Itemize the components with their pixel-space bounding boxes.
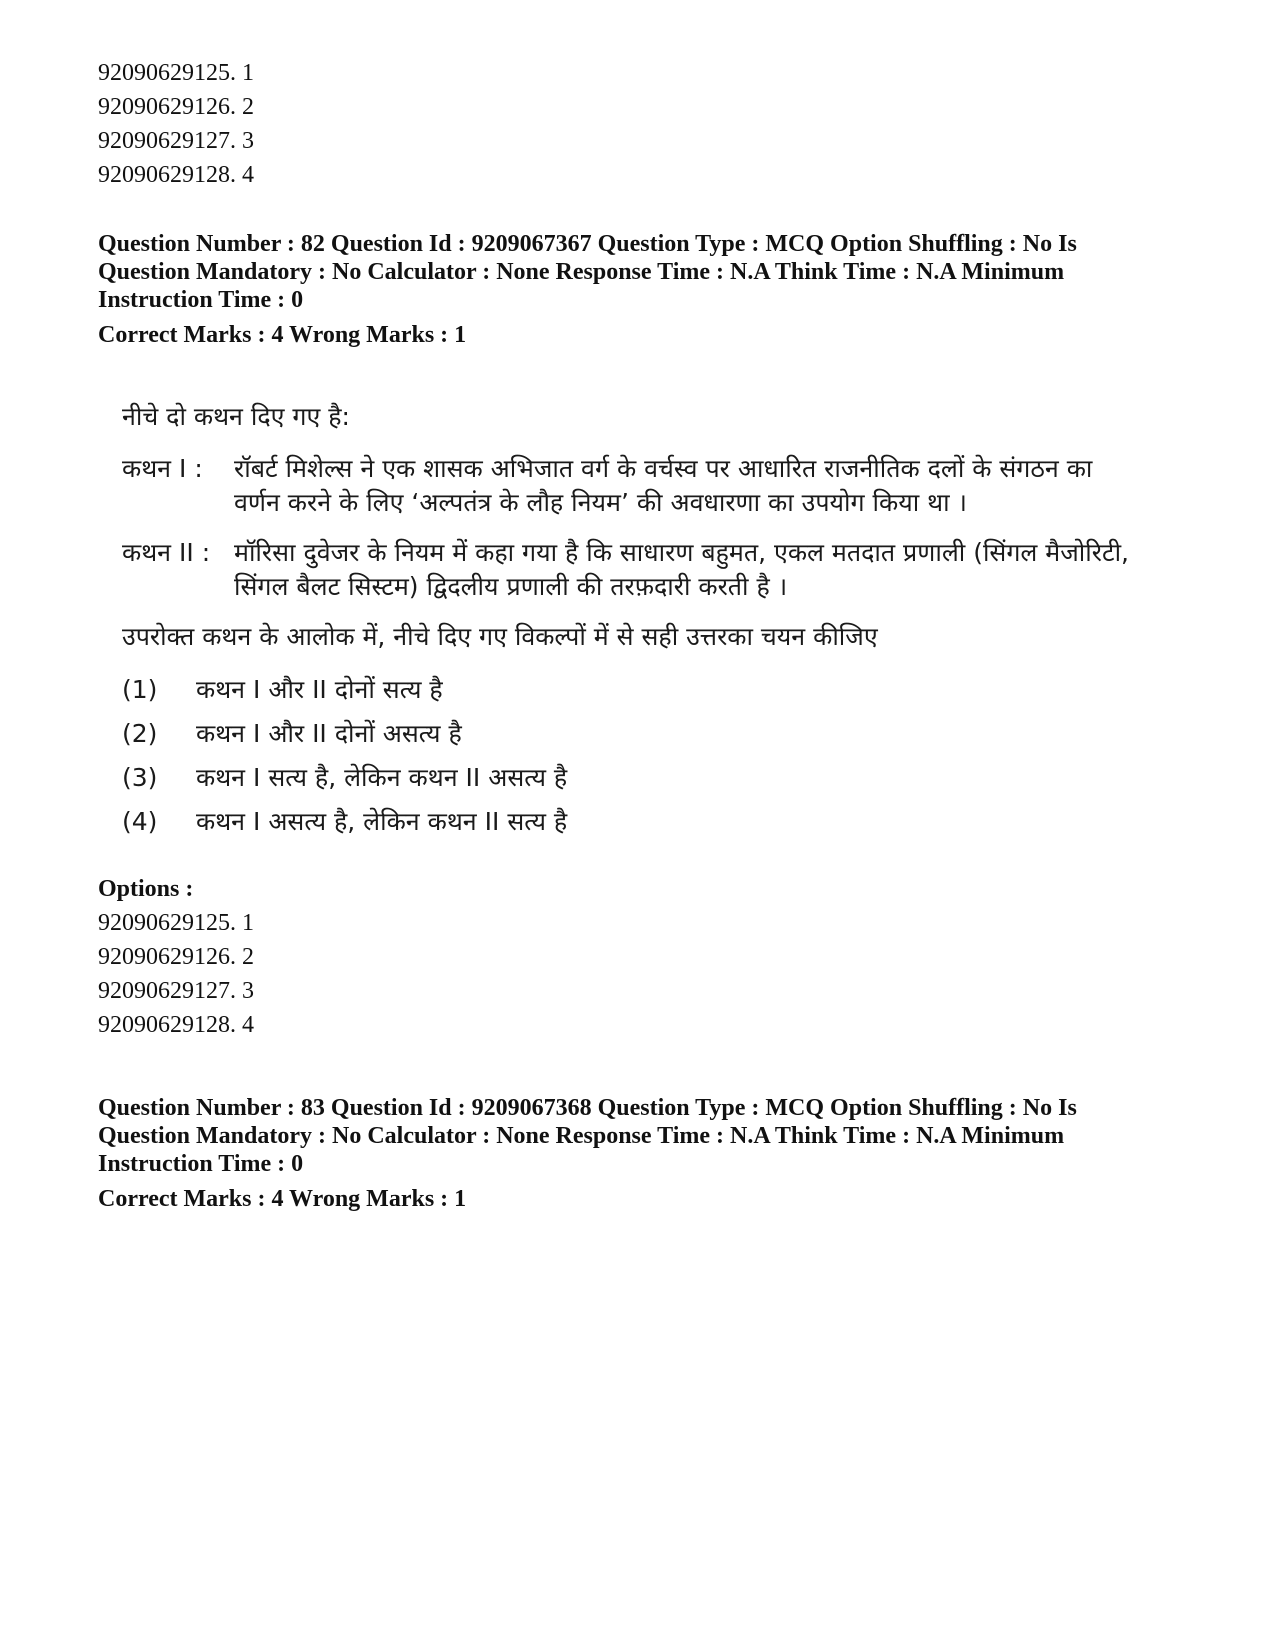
option-line: 92090629125. 1 <box>98 910 254 936</box>
choice-1 <box>122 668 1142 712</box>
choice-number: (1) <box>122 675 158 704</box>
question-82-options <box>98 872 254 1042</box>
question-marks: Correct Marks : 4 Wrong Marks : 1 <box>98 322 467 348</box>
previous-options-list <box>98 56 254 192</box>
question-83-header <box>98 1094 1158 1214</box>
option-line: 92090629127. 3 <box>98 128 254 154</box>
question-82-header <box>98 230 1158 350</box>
statement-2 <box>122 536 1142 604</box>
choice-4 <box>122 800 1142 844</box>
question-82-body <box>122 400 1142 844</box>
question-meta: Question Number : 83 Question Id : 9209067368 Question Type : MCQ Option Shuffling : No Is Question Mandatory : No Calculator : None Response Time : N.A Think Time : N.A Minimum Instruction Time : 0 <box>98 1095 1077 1177</box>
statement-text: मॉरिसा दुवेजर के नियम में कहा गया है कि साधारण बहुमत, एकल मतदात प्रणाली (सिंगल मैजोरिटी, सिंगल बैलट सिस्टम) द्विदलीय प्रणाली की तरफ़दारी करती है । <box>234 538 1130 601</box>
question-instruction: उपरोक्त कथन के आलोक में, नीचे दिए गए विकल्पों में से सही उत्तरका चयन कीजिए <box>122 622 878 651</box>
option-line: 92090629125. 1 <box>98 60 254 86</box>
question-meta: Question Number : 82 Question Id : 9209067367 Question Type : MCQ Option Shuffling : No Is Question Mandatory : No Calculator : None Response Time : N.A Think Time : N.A Minimum Instruction Time : 0 <box>98 231 1077 313</box>
choice-text: कथन I सत्य है, लेकिन कथन II असत्य है <box>196 763 568 792</box>
choice-text: कथन I और II दोनों असत्य है <box>196 719 462 748</box>
choice-number: (3) <box>122 763 158 792</box>
statement-label: कथन I : <box>122 454 203 483</box>
option-line: 92090629128. 4 <box>98 1012 254 1038</box>
option-line: 92090629127. 3 <box>98 978 254 1004</box>
question-marks: Correct Marks : 4 Wrong Marks : 1 <box>98 1186 467 1212</box>
options-heading: Options : <box>98 876 194 902</box>
choice-3 <box>122 756 1142 800</box>
statement-text: रॉबर्ट मिशेल्स ने एक शासक अभिजात वर्ग के वर्चस्व पर आधारित राजनीतिक दलों के संगठन का वर्णन करने के लिए ‘अल्पतंत्र के लौह नियम’ की अवधारणा का उपयोग किया था । <box>234 454 1093 517</box>
question-intro: नीचे दो कथन दिए गए है: <box>122 402 350 431</box>
option-line: 92090629126. 2 <box>98 944 254 970</box>
choice-text: कथन I असत्य है, लेकिन कथन II सत्य है <box>196 807 568 836</box>
option-line: 92090629126. 2 <box>98 94 254 120</box>
choice-number: (4) <box>122 807 158 836</box>
choice-2 <box>122 712 1142 756</box>
choice-text: कथन I और II दोनों सत्य है <box>196 675 443 704</box>
statement-1 <box>122 452 1142 520</box>
choice-number: (2) <box>122 719 158 748</box>
option-line: 92090629128. 4 <box>98 162 254 188</box>
statement-label: कथन II : <box>122 538 211 567</box>
